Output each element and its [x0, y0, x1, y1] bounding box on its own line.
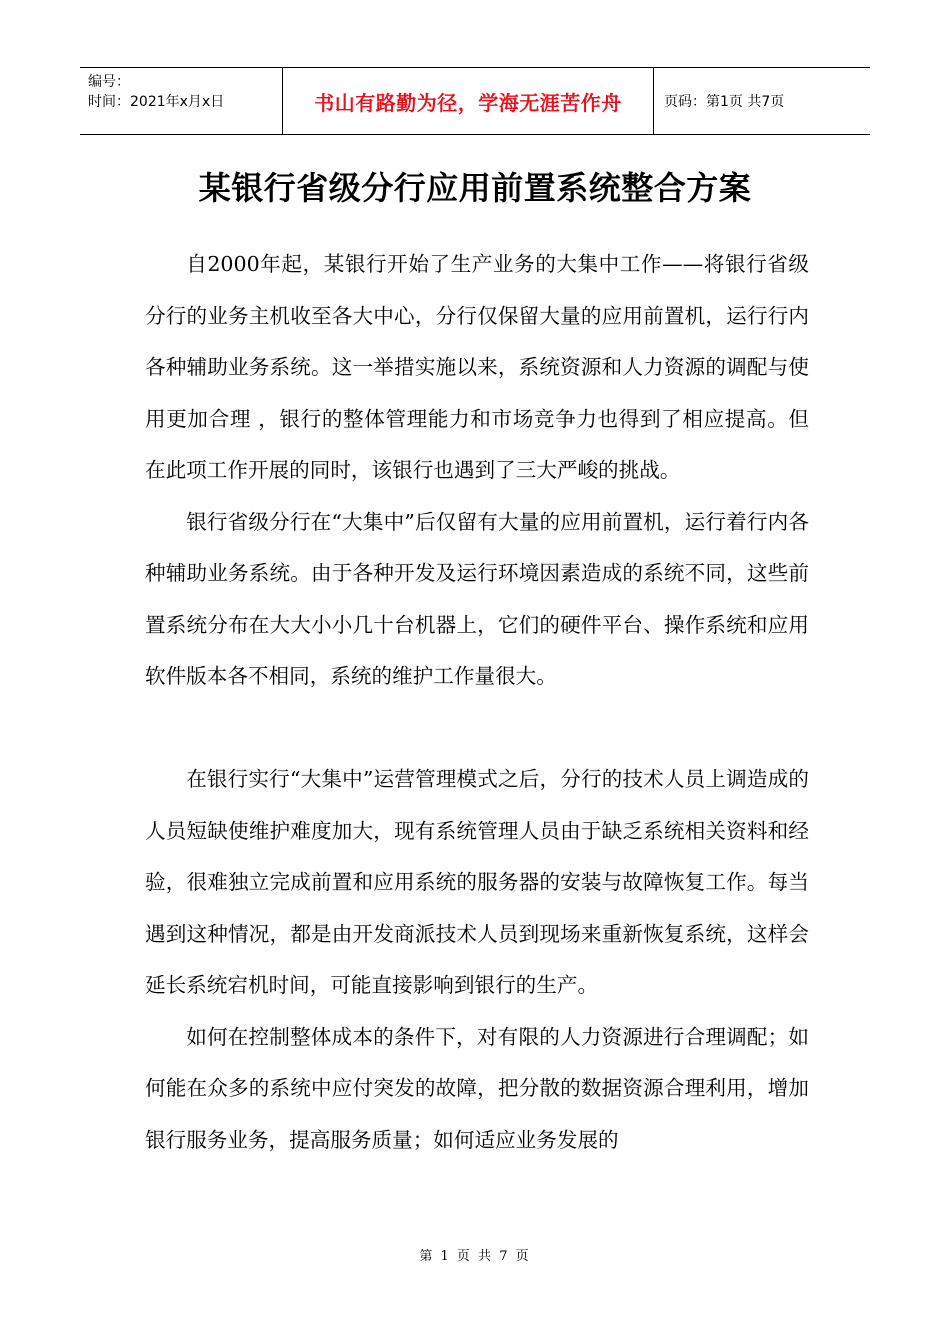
page-footer: 第 1 页 共 7 页: [419, 1249, 531, 1264]
header-page-cell: [654, 68, 870, 134]
paragraph-spacer: [145, 703, 809, 755]
paragraph: 在银行实行“大集中”运营管理模式之后，分行的技术人员上调造成的人员短缺使维护难度加大，现有系统管理人员由于缺乏系统相关资料和经验，很难独立完成前置和应用系统的服务器的安装与故障恢复工作。每当遇到这种情况，都是由开发商派技术人员到现场来重新恢复系统，这样会延长系统宕机时间，可能直接影响到银行的生产。: [145, 767, 809, 997]
page-header: [80, 67, 870, 135]
paragraph: 自2000年起，某银行开始了生产业务的大集中工作——将银行省级分行的业务主机收至各大中心，分行仅保留大量的应用前置机，运行行内各种辅助业务系统。这一举措实施以来，系统资源和人力资源的调配与使用更加合理 ，银行的整体管理能力和市场竞争力也得到了相应提高。但在此项工作开展的同时，该银行也遇到了三大严峻的挑战。: [145, 252, 809, 482]
header-meta: [80, 68, 282, 134]
document-body: [145, 239, 809, 1166]
document-title: 某银行省级分行应用前置系统整合方案: [198, 169, 752, 207]
document-time-label: 时间：2021年x月x日: [88, 94, 225, 110]
header-motto: 书山有路勤为径，学海无涯苦作舟: [314, 90, 622, 115]
paragraph: 如何在控制整体成本的条件下，对有限的人力资源进行合理调配；如何能在众多的系统中应付突发的故障，把分散的数据资源合理利用，增加银行服务业务，提高服务质量；如何适应业务发展的: [145, 1024, 809, 1152]
document-number-label: 编号：: [88, 74, 130, 90]
header-motto-cell: [282, 68, 654, 134]
header-page-info: 页码：第1页 共7页: [664, 94, 785, 110]
paragraph: 银行省级分行在“大集中”后仅留有大量的应用前置机，运行着行内各种辅助业务系统。由于各种开发及运行环境因素造成的系统不同，这些前置系统分布在大大小小几十台机器上，它们的硬件平台、操作系统和应用软件版本各不相同，系统的维护工作量很大。: [145, 509, 809, 688]
